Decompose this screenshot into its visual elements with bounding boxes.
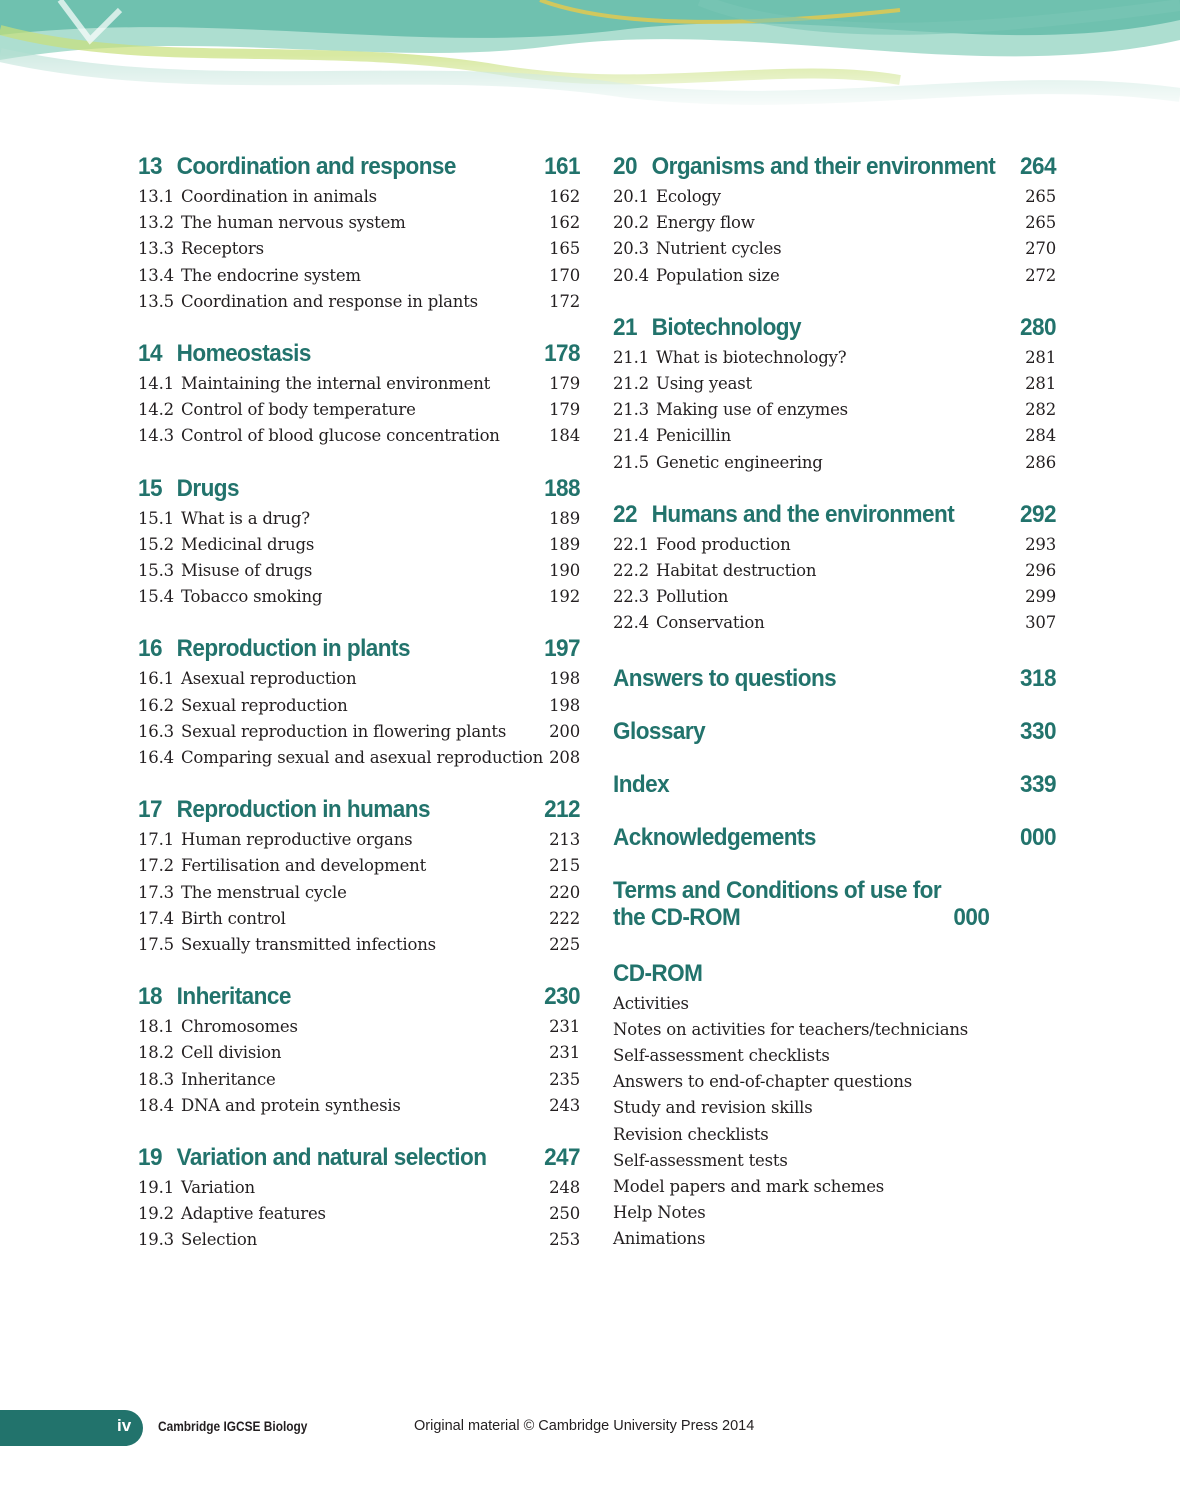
section-page: 286 [1025, 452, 1056, 472]
section-title: The human nervous system [181, 213, 406, 233]
section-page: 200 [549, 721, 580, 741]
section-number: 22.3 [613, 587, 649, 607]
section-row [613, 558, 1056, 584]
chapter-title: Drugs [176, 474, 240, 502]
chapter-number: 18 [138, 983, 162, 1011]
section-page: 179 [549, 400, 580, 420]
chapter-block [138, 980, 580, 1119]
section-row [138, 289, 580, 315]
section-row [613, 610, 1056, 636]
section-page: 265 [1025, 213, 1056, 233]
section-title: Penicillin [656, 426, 732, 446]
section-title: Sexual reproduction [181, 695, 348, 715]
back-matter-entry [613, 771, 1056, 798]
section-row [613, 371, 1056, 397]
chapter-block [138, 1141, 580, 1254]
section-row [138, 558, 580, 584]
section-row [138, 666, 580, 692]
chapter-page: 247 [544, 1144, 581, 1172]
section-row [138, 210, 580, 236]
section-number: 20.2 [613, 213, 649, 233]
section-number: 19.3 [138, 1230, 174, 1250]
section-number: 18.3 [138, 1069, 174, 1089]
section-row [138, 853, 580, 879]
section-title: Variation [181, 1178, 255, 1198]
section-row [613, 210, 1056, 236]
section-title: Control of blood glucose concentration [181, 426, 500, 446]
section-page: 296 [1025, 561, 1056, 581]
cdrom-item: Study and revision skills [613, 1098, 813, 1118]
section-title: Nutrient cycles [656, 239, 782, 259]
section-number: 19.1 [138, 1178, 174, 1198]
chapter-number: 15 [138, 474, 162, 502]
section-page: 222 [549, 908, 580, 928]
footer-page-number: iv [117, 1416, 132, 1435]
cdrom-item: Self-assessment checklists [613, 1046, 830, 1066]
back-matter-title: Index [613, 770, 670, 798]
section-title: Human reproductive organs [181, 830, 413, 850]
section-page: 284 [1025, 426, 1056, 446]
section-page: 270 [1025, 239, 1056, 259]
chapter-title: Humans and the environment [651, 500, 955, 528]
chapter-number: 14 [138, 340, 162, 368]
chapter-page: 212 [544, 796, 581, 824]
chapter-number: 19 [138, 1144, 162, 1172]
section-title: Tobacco smoking [181, 587, 323, 607]
section-number: 16.4 [138, 748, 174, 768]
section-number: 13.5 [138, 291, 174, 311]
section-number: 18.2 [138, 1043, 174, 1063]
section-number: 17.3 [138, 882, 174, 902]
back-matter-title: Terms and Conditions of use for the CD-ROM [613, 876, 942, 931]
chapter-heading [613, 150, 1056, 184]
section-row [613, 184, 1056, 210]
chapter-page: 188 [544, 474, 581, 502]
section-page: 179 [549, 374, 580, 394]
section-row [138, 719, 580, 745]
section-number: 21.1 [613, 347, 649, 367]
section-page: 170 [549, 265, 580, 285]
chapter-title: Variation and natural selection [176, 1144, 487, 1172]
section-page: 265 [1025, 187, 1056, 206]
section-title: Conservation [656, 613, 765, 633]
section-number: 17.5 [138, 935, 174, 955]
back-matter-title: Answers to questions [613, 664, 837, 692]
section-row [138, 532, 580, 558]
section-page: 250 [549, 1204, 580, 1224]
chapter-title: Inheritance [176, 983, 291, 1011]
section-row [138, 423, 580, 449]
section-page: 281 [1025, 347, 1056, 367]
section-number: 17.2 [138, 856, 174, 876]
back-matter-title: Glossary [613, 717, 706, 745]
section-number: 20.4 [613, 265, 649, 285]
section-title: Chromosomes [181, 1017, 298, 1037]
chapter-number: 16 [138, 635, 162, 663]
chapter-block [613, 498, 1056, 637]
page-footer [0, 1410, 1180, 1446]
section-title: Sexual reproduction in flowering plants [181, 721, 507, 741]
back-matter-page: 318 [1020, 664, 1057, 692]
section-page: 299 [1025, 587, 1056, 607]
chapter-number: 20 [613, 153, 637, 180]
section-title: Coordination and response in plants [181, 291, 478, 311]
section-number: 13.1 [138, 187, 174, 206]
section-title: Inheritance [181, 1069, 276, 1089]
section-number: 14.2 [138, 400, 174, 420]
section-number: 15.3 [138, 561, 174, 581]
section-title: Control of body temperature [181, 400, 416, 420]
section-title: Comparing sexual and asexual reproduction [181, 748, 544, 768]
section-number: 13.4 [138, 265, 174, 285]
cdrom-item: Answers to end-of-chapter questions [613, 1072, 913, 1092]
section-page: 189 [549, 508, 580, 528]
chapter-heading [138, 337, 580, 371]
footer-copyright: Original material © Cambridge University Press 2014 [414, 1418, 755, 1434]
section-page: 231 [549, 1043, 580, 1063]
back-matter-entry [613, 824, 1056, 851]
section-row [613, 345, 1056, 371]
chapter-title: Organisms and their environment [651, 153, 996, 180]
section-number: 13.3 [138, 239, 174, 259]
section-number: 14.1 [138, 374, 174, 394]
section-title: Making use of enzymes [656, 400, 848, 420]
section-title: The menstrual cycle [181, 882, 347, 902]
chapter-title: Biotechnology [651, 313, 801, 341]
section-page: 162 [549, 213, 580, 233]
section-page: 165 [549, 239, 580, 259]
back-matter-list [613, 665, 1056, 931]
section-number: 15.2 [138, 534, 174, 554]
section-number: 20.3 [613, 239, 649, 259]
section-title: Birth control [181, 908, 286, 928]
cdrom-item: Animations [613, 1229, 706, 1249]
chapter-heading [613, 311, 1056, 345]
chapter-block [613, 150, 1056, 289]
section-number: 17.1 [138, 830, 174, 850]
back-matter-page: 330 [1020, 717, 1057, 745]
section-title: Maintaining the internal environment [181, 374, 491, 394]
chapter-page: 264 [1020, 153, 1057, 180]
section-row [138, 184, 580, 210]
section-row [138, 745, 580, 771]
section-page: 192 [549, 587, 580, 607]
chapter-page: 197 [544, 635, 581, 663]
contents-left-column [138, 150, 580, 1276]
section-page: 231 [549, 1017, 580, 1037]
back-matter-title: Acknowledgements [613, 823, 816, 851]
section-page: 293 [1025, 534, 1056, 554]
section-title: Adaptive features [181, 1204, 326, 1224]
chapter-heading [138, 1141, 580, 1175]
chapter-number: 21 [613, 313, 637, 341]
section-page: 190 [549, 561, 580, 581]
section-page: 281 [1025, 374, 1056, 394]
section-row [138, 263, 580, 289]
cdrom-item: Self-assessment tests [613, 1150, 788, 1170]
section-row [138, 1227, 580, 1253]
section-row [138, 880, 580, 906]
section-row [613, 397, 1056, 423]
chapter-heading [138, 150, 580, 184]
back-matter-page: 000 [1020, 823, 1057, 851]
chapter-block [138, 472, 580, 611]
cdrom-item: Revision checklists [613, 1124, 769, 1144]
section-number: 22.4 [613, 613, 649, 633]
section-page: 172 [549, 291, 580, 311]
chapter-heading [138, 632, 580, 666]
section-page: 198 [549, 669, 580, 689]
section-row [138, 506, 580, 532]
section-title: Fertilisation and development [181, 856, 427, 876]
section-number: 15.4 [138, 587, 174, 607]
section-number: 15.1 [138, 508, 174, 528]
section-title: Misuse of drugs [181, 561, 313, 581]
section-row [138, 1040, 580, 1066]
section-title: Population size [656, 265, 780, 285]
cdrom-section [613, 957, 1056, 1253]
section-page: 248 [549, 1178, 580, 1198]
cdrom-item: Model papers and mark schemes [613, 1177, 885, 1197]
section-page: 243 [549, 1095, 580, 1115]
chapter-heading [138, 472, 580, 506]
chapter-number: 13 [138, 153, 162, 180]
section-page: 198 [549, 695, 580, 715]
section-page: 189 [549, 534, 580, 554]
contents-right-column [613, 150, 1056, 1253]
section-number: 18.1 [138, 1017, 174, 1037]
section-page: 213 [549, 830, 580, 850]
section-number: 21.4 [613, 426, 649, 446]
section-number: 14.3 [138, 426, 174, 446]
section-title: Energy flow [656, 213, 755, 233]
section-row [613, 423, 1056, 449]
section-page: 282 [1025, 400, 1056, 420]
back-matter-entry [613, 665, 1056, 692]
section-title: Genetic engineering [656, 452, 823, 472]
section-number: 21.5 [613, 452, 649, 472]
section-page: 162 [549, 187, 580, 206]
section-row [138, 693, 580, 719]
chapter-title: Reproduction in plants [176, 635, 410, 663]
section-row [613, 236, 1056, 262]
section-row [138, 371, 580, 397]
section-title: Ecology [656, 187, 721, 206]
chapter-page: 230 [544, 983, 581, 1011]
back-matter-entry [613, 877, 1056, 931]
section-row [138, 1067, 580, 1093]
chapter-block [138, 632, 580, 771]
section-title: Cell division [181, 1043, 282, 1063]
section-row [138, 932, 580, 958]
chapter-number: 17 [138, 796, 162, 824]
section-row [613, 263, 1056, 289]
section-title: Medicinal drugs [181, 534, 315, 554]
section-row [138, 1014, 580, 1040]
cdrom-item: Help Notes [613, 1203, 706, 1223]
back-matter-page: 000 [953, 903, 990, 931]
section-row [138, 1175, 580, 1201]
decorative-banner [0, 0, 1180, 115]
chapter-block [138, 793, 580, 958]
chapter-heading [613, 498, 1056, 532]
section-row [138, 236, 580, 262]
section-title: Coordination in animals [181, 187, 377, 206]
chapter-heading [138, 793, 580, 827]
section-row [613, 532, 1056, 558]
section-title: Asexual reproduction [181, 669, 357, 689]
cdrom-heading: CD-ROM [613, 959, 703, 987]
section-row [138, 1093, 580, 1119]
section-number: 18.4 [138, 1095, 174, 1115]
section-page: 235 [549, 1069, 580, 1089]
section-page: 307 [1025, 613, 1056, 633]
section-page: 184 [549, 426, 580, 446]
section-row [613, 450, 1056, 476]
section-row [138, 584, 580, 610]
chapter-block [613, 311, 1056, 476]
section-number: 19.2 [138, 1204, 174, 1224]
section-title: Using yeast [656, 374, 752, 394]
section-title: Sexually transmitted infections [181, 935, 436, 955]
section-number: 20.1 [613, 187, 649, 206]
section-title: Habitat destruction [656, 561, 817, 581]
section-row [138, 827, 580, 853]
section-title: Pollution [656, 587, 729, 607]
section-number: 16.2 [138, 695, 174, 715]
section-title: What is a drug? [181, 508, 310, 528]
chapter-page: 292 [1020, 500, 1057, 528]
section-title: The endocrine system [181, 265, 361, 285]
section-title: DNA and protein synthesis [181, 1095, 401, 1115]
chapter-block [138, 337, 580, 450]
section-number: 17.4 [138, 908, 174, 928]
section-page: 220 [549, 882, 580, 902]
section-title: Receptors [181, 239, 264, 259]
chapter-heading [138, 980, 580, 1014]
chapter-block [138, 150, 580, 315]
section-title: Food production [656, 534, 791, 554]
section-row [138, 1201, 580, 1227]
chapter-title: Homeostasis [176, 340, 311, 368]
cdrom-item: Notes on activities for teachers/technicians [613, 1019, 969, 1039]
chapter-title: Coordination and response [176, 153, 456, 180]
section-page: 272 [1025, 265, 1056, 285]
cdrom-item: Activities [613, 993, 689, 1013]
chapter-page: 161 [544, 153, 581, 180]
back-matter-page: 339 [1020, 770, 1057, 798]
section-number: 21.3 [613, 400, 649, 420]
chapter-page: 280 [1020, 313, 1057, 341]
section-title: Selection [181, 1230, 258, 1250]
chapter-title: Reproduction in humans [176, 796, 430, 824]
section-number: 22.1 [613, 534, 649, 554]
section-number: 16.3 [138, 721, 174, 741]
section-page: 225 [549, 935, 580, 955]
section-number: 22.2 [613, 561, 649, 581]
chapter-page: 178 [544, 340, 581, 368]
section-title: What is biotechnology? [656, 347, 847, 367]
section-row [613, 584, 1056, 610]
back-matter-entry [613, 718, 1056, 745]
chapter-number: 22 [613, 500, 637, 528]
section-number: 16.1 [138, 669, 174, 689]
section-row [138, 906, 580, 932]
section-page: 208 [549, 748, 580, 768]
section-number: 13.2 [138, 213, 174, 233]
section-number: 21.2 [613, 374, 649, 394]
section-row [138, 397, 580, 423]
footer-book-title: Cambridge IGCSE Biology [158, 1418, 308, 1434]
section-page: 215 [549, 856, 580, 876]
section-page: 253 [549, 1230, 580, 1250]
